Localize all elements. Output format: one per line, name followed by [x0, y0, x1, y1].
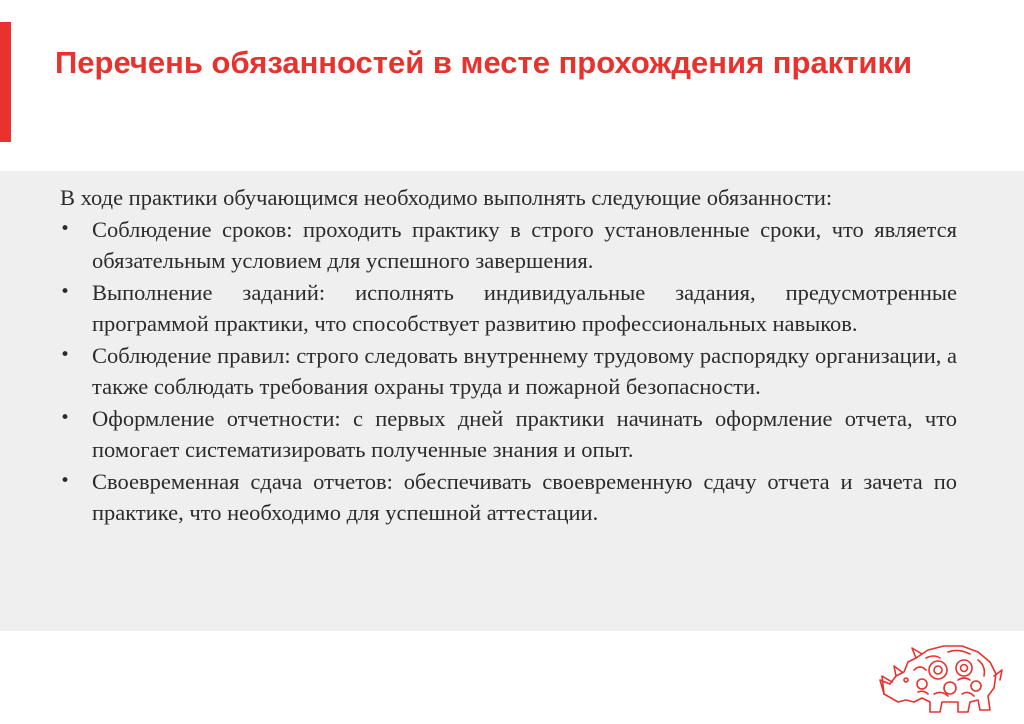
duty-text: Своевременная сдача отчетов: обеспечивать своевременную сдачу отчета и зачета по практике, что необходимо для успешной аттестации.	[92, 468, 957, 525]
duty-item-tasks	[60, 277, 957, 340]
accent-bar	[0, 22, 11, 142]
bullet-icon: •	[60, 281, 71, 302]
bullet-icon: •	[60, 344, 71, 365]
duty-item-rules	[60, 340, 957, 403]
intro-paragraph: В ходе практики обучающимся необходимо выполнять следующие обязанности:	[60, 185, 833, 210]
duty-text: Выполнение заданий: исполнять индивидуальные задания, предусмотренные программой практики, что способствует развитию профессиональных навыков.	[92, 279, 957, 336]
content-text	[60, 182, 957, 529]
duty-item-reporting	[60, 403, 957, 466]
rhino-ornament-logo-icon	[878, 636, 1008, 716]
bullet-icon: •	[60, 470, 71, 491]
duty-text: Соблюдение правил: строго следовать внутреннему трудовому распорядку организации, а также соблюдать требования охраны труда и пожарной безопасности.	[92, 342, 957, 399]
duty-list	[60, 214, 957, 529]
duty-item-submission	[60, 466, 957, 529]
bullet-icon: •	[60, 218, 71, 239]
duty-item-deadlines	[60, 214, 957, 277]
duty-text: Соблюдение сроков: проходить практику в строго установленные сроки, что является обязательным условием для успешного завершения.	[92, 216, 957, 273]
slide-title: Перечень обязанностей в месте прохождения практики	[55, 45, 913, 80]
bullet-icon: •	[60, 407, 71, 428]
duty-text: Оформление отчетности: с первых дней практики начинать оформление отчета, что помогает систематизировать полученные знания и опыт.	[92, 405, 957, 462]
